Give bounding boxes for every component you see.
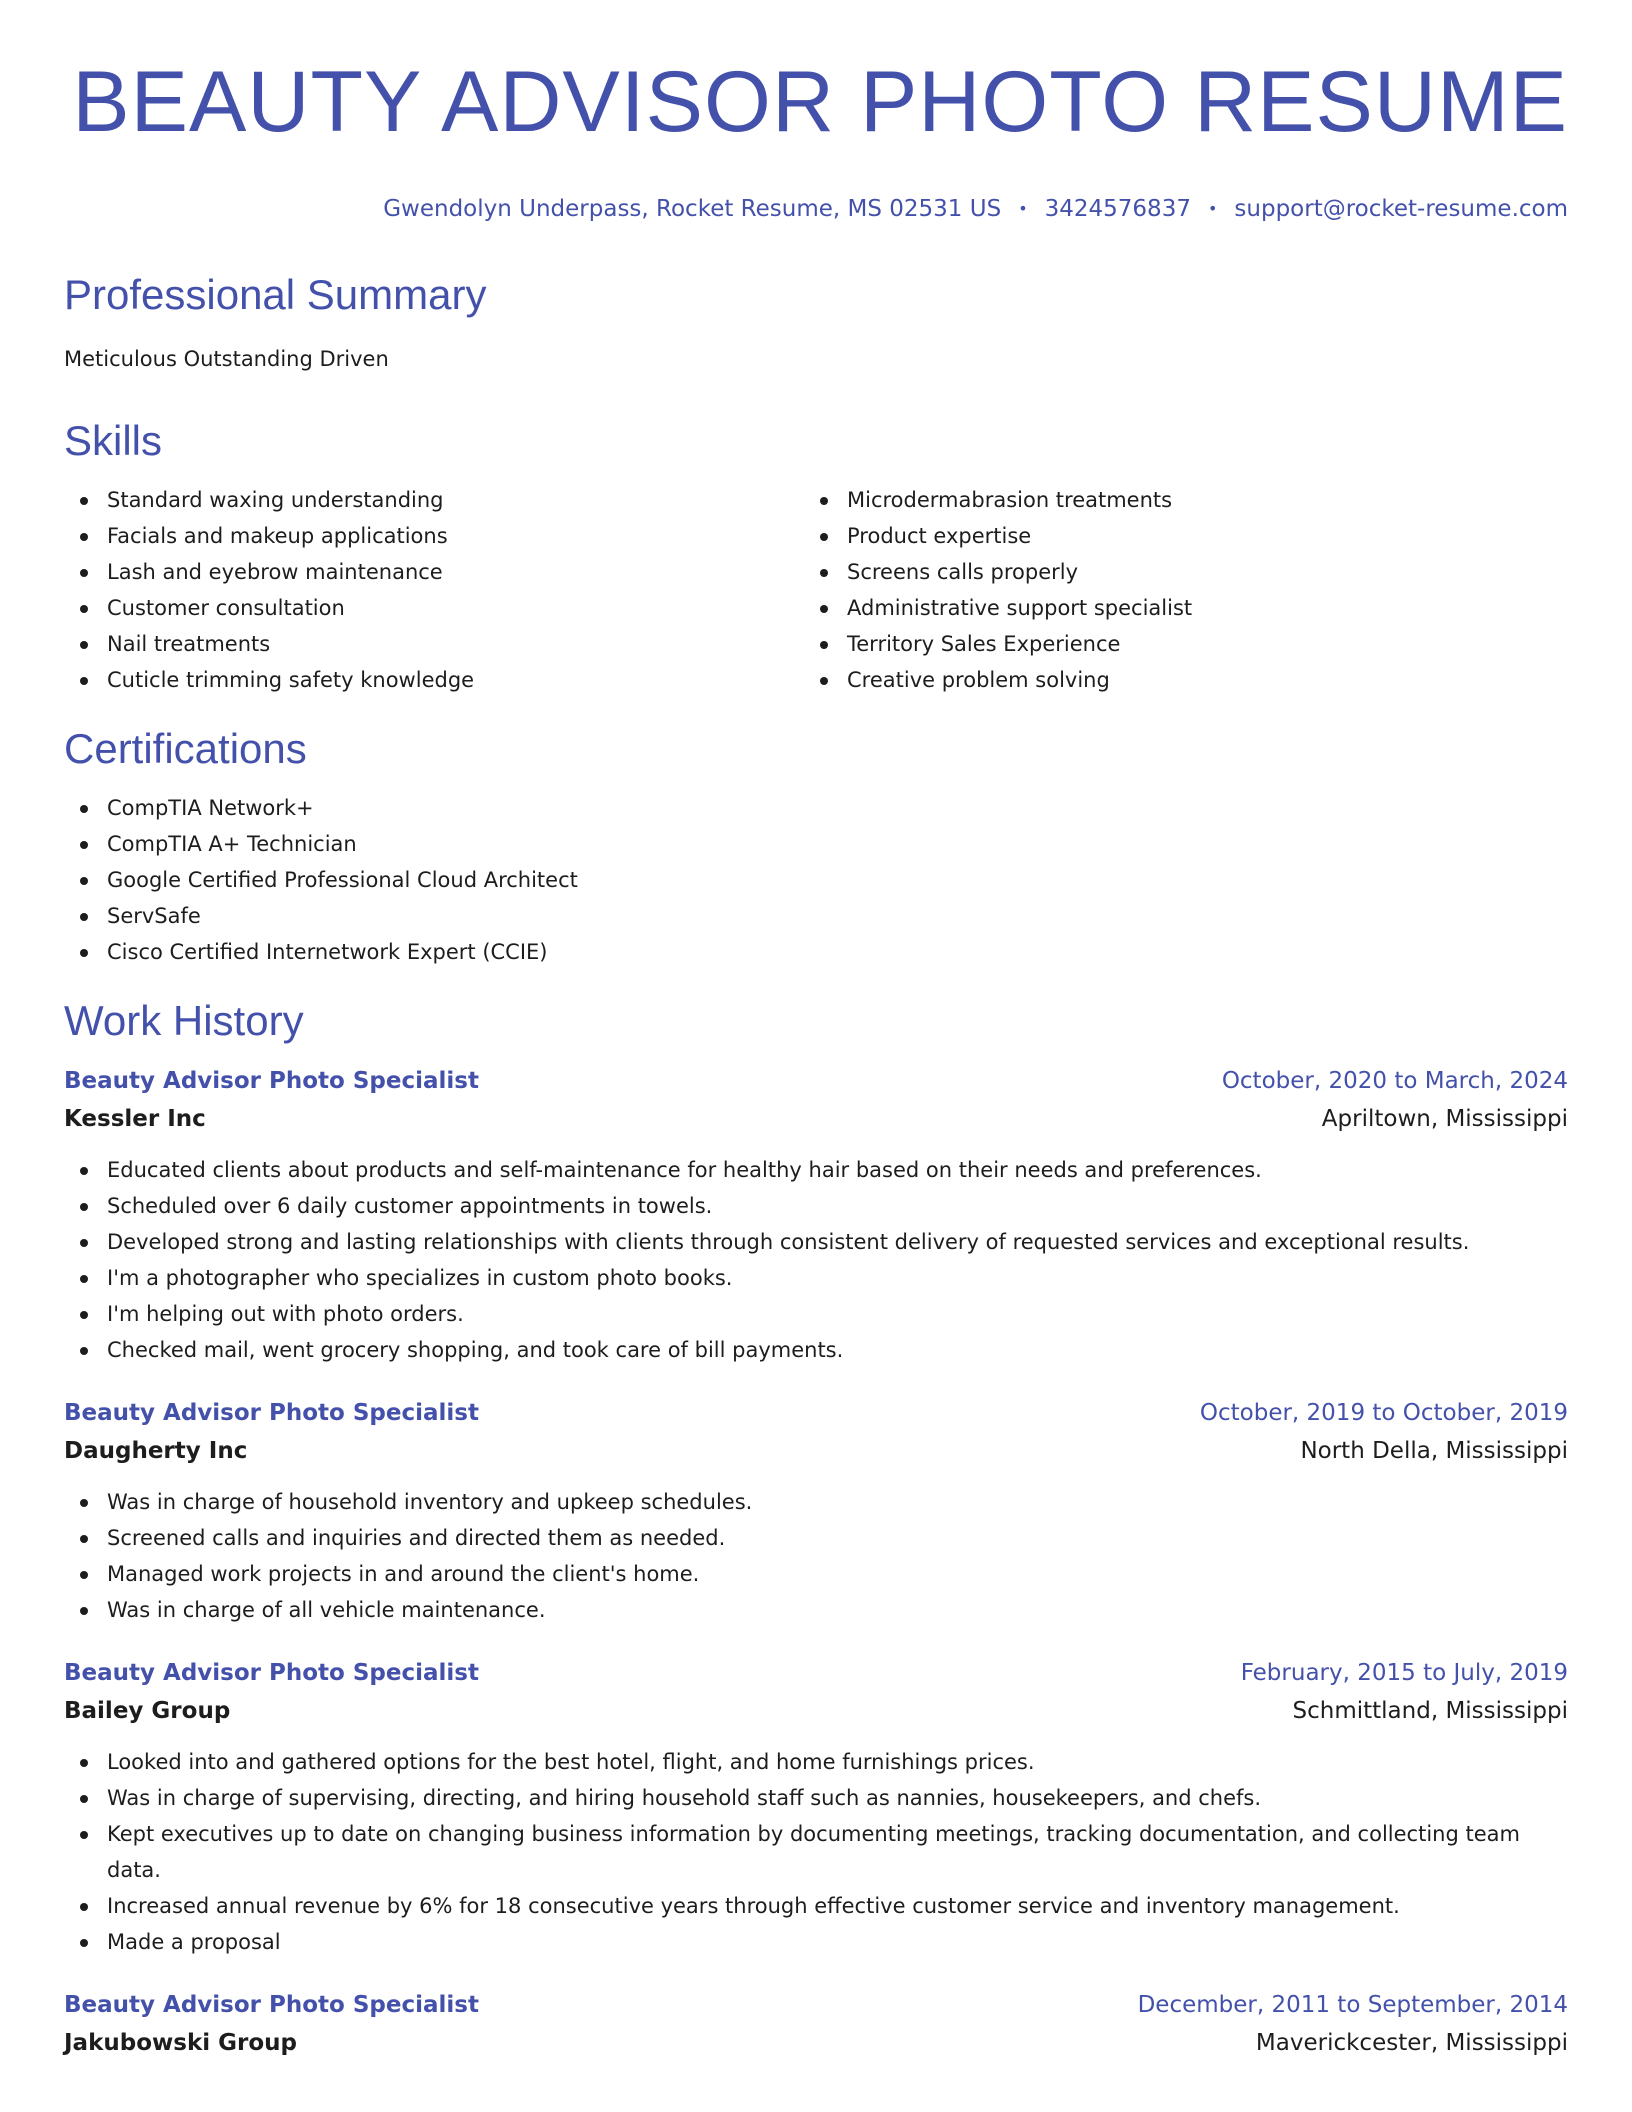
skill-item: Product expertise [804,518,1544,554]
summary-heading: Professional Summary [64,271,487,318]
work-history-heading: Work History [64,997,304,1044]
skill-item: Territory Sales Experience [804,626,1544,662]
job-duty: Managed work projects in and around the client's home. [64,1556,1568,1592]
job-duty: Made a proposal [64,1924,1568,1960]
job-duty: Educated clients about products and self-maintenance for healthy hair based on their needs and preferences. [64,1152,1568,1188]
job-duty: Kept executives up to date on changing business information by documenting meetings, tracking documentation, and collecting team data. [64,1816,1568,1888]
contact-separator: • [1018,199,1028,218]
job-duty: Screened calls and inquiries and directed them as needed. [64,1520,1568,1556]
summary-text: Meticulous Outstanding Driven [64,347,389,371]
job-company: Jakubowski Group [64,2030,297,2056]
job-title: Beauty Advisor Photo Specialist [64,1992,479,2018]
job-location: Apriltown, Mississippi [1321,1106,1568,1132]
skills-list-right [804,482,1544,698]
job-dates: February, 2015 to July, 2019 [1240,1660,1568,1686]
job-title: Beauty Advisor Photo Specialist [64,1400,479,1426]
skill-item: Administrative support specialist [804,590,1544,626]
certification-item: ServSafe [64,898,1568,934]
job-dates: October, 2020 to March, 2024 [1221,1068,1568,1094]
skill-item: Lash and eyebrow maintenance [64,554,804,590]
job-location: Schmittland, Mississippi [1292,1698,1568,1724]
job-duty: Was in charge of all vehicle maintenance. [64,1592,1568,1628]
contact-separator: • [1207,199,1218,218]
job-header-row [64,1062,1568,1100]
job-duty: Checked mail, went grocery shopping, and took care of bill payments. [64,1332,1568,1368]
contact-email: support@rocket-resume.com [1234,196,1568,222]
resume-title: BEAUTY ADVISOR PHOTO RESUME [72,54,1568,150]
job-entry [64,1654,1568,1960]
contact-line [64,194,1568,224]
certification-item: CompTIA Network+ [64,790,1568,826]
job-dates: December, 2011 to September, 2014 [1137,1992,1568,2018]
job-company-row [64,1100,1568,1138]
job-company: Bailey Group [64,1698,231,1724]
certifications-list [64,790,1568,970]
job-company: Daugherty Inc [64,1438,248,1464]
skill-item: Customer consultation [64,590,804,626]
job-location: North Della, Mississippi [1300,1438,1568,1464]
job-header-row [64,1394,1568,1432]
job-title: Beauty Advisor Photo Specialist [64,1660,479,1686]
skill-item: Facials and makeup applications [64,518,804,554]
job-dates: October, 2019 to October, 2019 [1199,1400,1568,1426]
skills-list-left [64,482,804,698]
job-company-row [64,1432,1568,1470]
certification-item: Google Certified Professional Cloud Architect [64,862,1568,898]
skill-item: Cuticle trimming safety knowledge [64,662,804,698]
job-company-row [64,2024,1568,2062]
skill-item: Nail treatments [64,626,804,662]
skill-item: Screens calls properly [804,554,1544,590]
skills-heading: Skills [64,417,163,464]
job-duties-list [64,1744,1568,1960]
job-duties-list [64,1152,1568,1368]
job-header-row [64,1654,1568,1692]
job-entry [64,1062,1568,1368]
contact-phone: 3424576837 [1044,196,1191,222]
job-header-row [64,1986,1568,2024]
job-company-row [64,1692,1568,1730]
job-duty: Was in charge of supervising, directing, and hiring household staff such as nannies, housekeepers, and chefs. [64,1780,1568,1816]
job-duty: Increased annual revenue by 6% for 18 consecutive years through effective customer service and inventory management. [64,1888,1568,1924]
job-duty: Looked into and gathered options for the best hotel, flight, and home furnishings prices. [64,1744,1568,1780]
certification-item: Cisco Certified Internetwork Expert (CCIE) [64,934,1568,970]
skill-item: Standard waxing understanding [64,482,804,518]
certifications-heading: Certifications [64,725,307,772]
job-duty: Developed strong and lasting relationships with clients through consistent delivery of requested services and exceptional results. [64,1224,1568,1260]
job-location: Maverickcester, Mississippi [1255,2030,1568,2056]
job-entry [64,1394,1568,1628]
skill-item: Creative problem solving [804,662,1544,698]
job-duty: Scheduled over 6 daily customer appointments in towels. [64,1188,1568,1224]
job-duties-list [64,1484,1568,1628]
contact-address: Gwendolyn Underpass, Rocket Resume, MS 02531 US [383,196,1002,222]
job-duty: Was in charge of household inventory and upkeep schedules. [64,1484,1568,1520]
job-title: Beauty Advisor Photo Specialist [64,1068,479,1094]
skills-columns [64,482,1568,698]
certification-item: CompTIA A+ Technician [64,826,1568,862]
job-company: Kessler Inc [64,1106,206,1132]
skill-item: Microdermabrasion treatments [804,482,1544,518]
job-duty: I'm a photographer who specializes in custom photo books. [64,1260,1568,1296]
job-duty: I'm helping out with photo orders. [64,1296,1568,1332]
job-entry [64,1986,1568,2062]
